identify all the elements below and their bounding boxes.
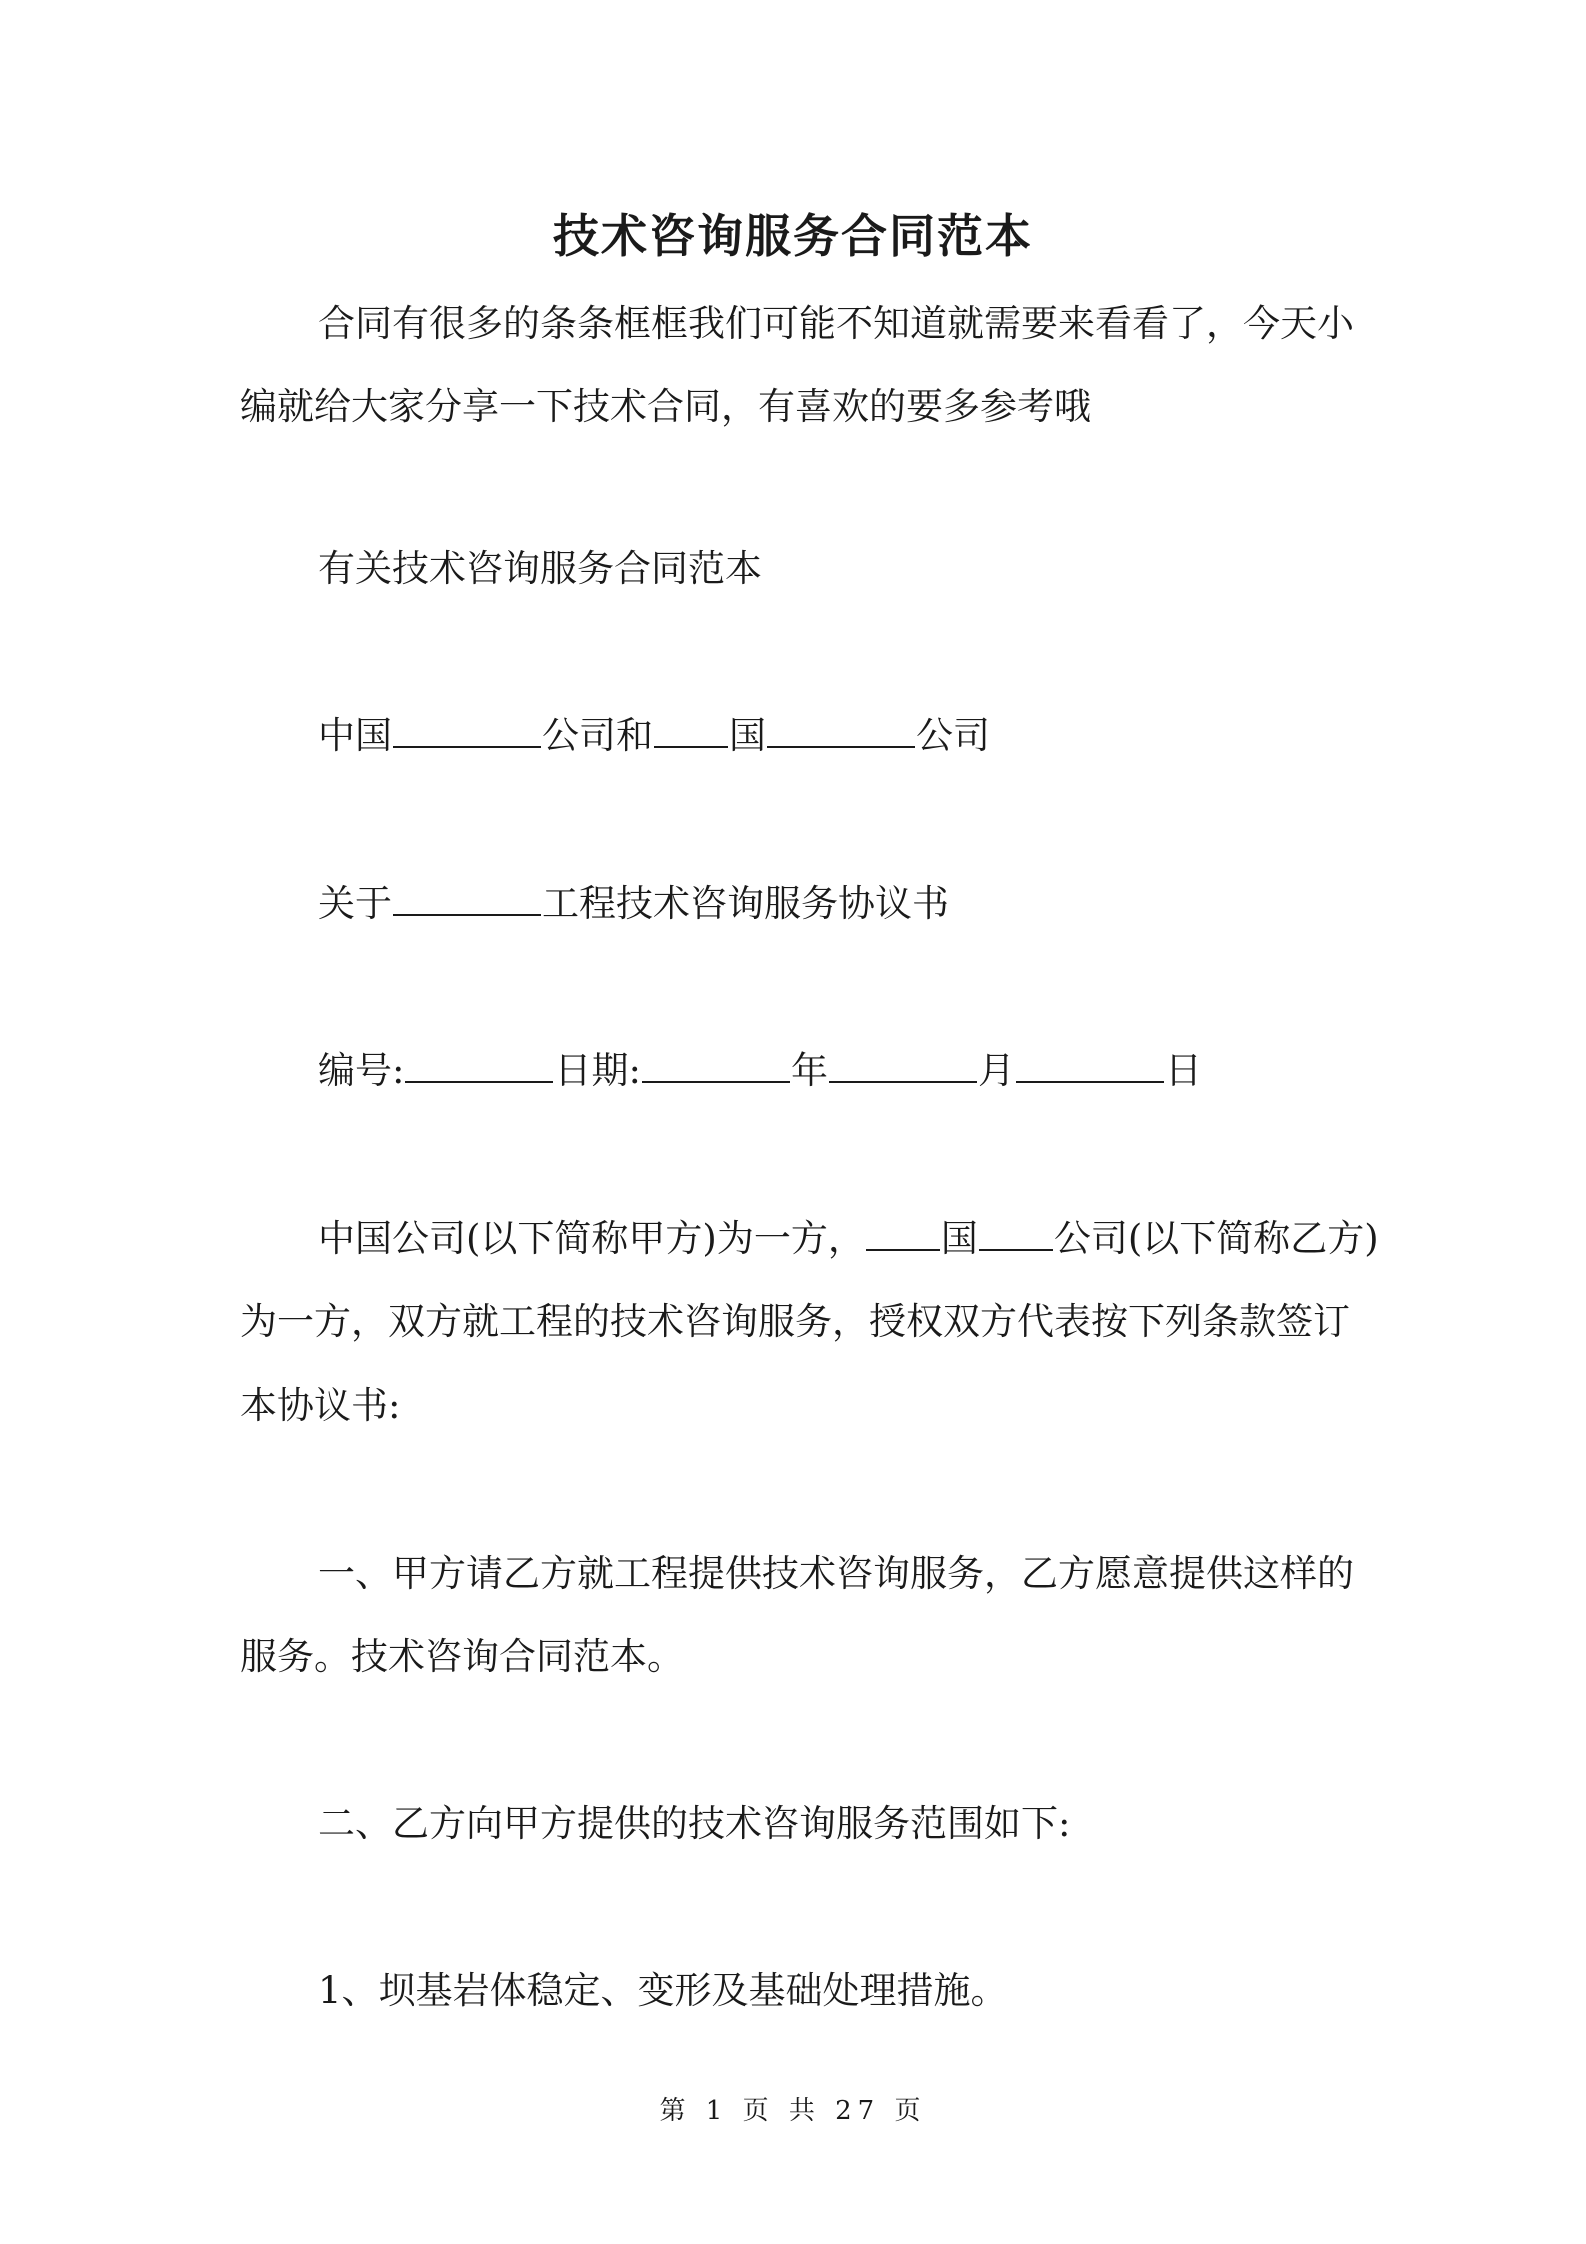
clause-1-line-1: 一、甲方请乙方就工程提供技术咨询服务，乙方愿意提供这样的 [318,1552,1354,1595]
number-label: 编号: [318,1049,405,1092]
subtitle: 有关技术咨询服务合同范本 [318,547,762,590]
preamble-text-a: 中国公司(以下简称甲方)为一方， [318,1217,865,1260]
about-line [318,880,949,928]
parties-text-b: 公司和 [542,714,653,757]
number-date-line [318,1047,1202,1095]
preamble-text-c: 公司(以下简称乙方) [1053,1217,1379,1260]
blank-field [1016,1051,1164,1083]
item-1: 1、坝基岩体稳定、变形及基础处理措施。 [318,1969,1008,2012]
year-label: 年 [790,1049,828,1092]
blank-field [829,1051,977,1083]
month-label: 月 [977,1049,1015,1092]
parties-text-c: 国 [729,714,766,757]
clause-2: 二、乙方向甲方提供的技术咨询服务范围如下: [318,1802,1071,1845]
about-text-b: 工程技术咨询服务协议书 [542,882,949,925]
page-footer: 第 1 页 共 27 页 [659,2096,927,2126]
preamble-line-3: 本协议书: [240,1384,401,1427]
blank-field [393,884,541,916]
day-label: 日 [1164,1049,1202,1092]
clause-1-line-2: 服务。技术咨询合同范本。 [240,1635,684,1678]
preamble-line-2: 为一方，双方就工程的技术咨询服务，授权双方代表按下列条款签订 [240,1300,1350,1343]
blank-field [979,1219,1053,1251]
parties-line [318,712,990,760]
preamble-text-b: 国 [940,1217,978,1260]
blank-field [767,716,915,748]
intro-line-1: 合同有很多的条条框框我们可能不知道就需要来看看了，今天小 [318,302,1354,345]
blank-field [405,1051,553,1083]
preamble-line-1 [318,1215,1379,1263]
about-text-a: 关于 [318,882,392,925]
document-title: 技术咨询服务合同范本 [553,209,1033,263]
date-label: 日期: [554,1049,641,1092]
blank-field [393,716,541,748]
parties-text-a: 中国 [318,714,392,757]
blank-field [654,716,728,748]
intro-line-2: 编就给大家分享一下技术合同，有喜欢的要多参考哦 [240,385,1091,428]
blank-field [866,1219,940,1251]
blank-field [642,1051,790,1083]
parties-text-d: 公司 [916,714,990,757]
